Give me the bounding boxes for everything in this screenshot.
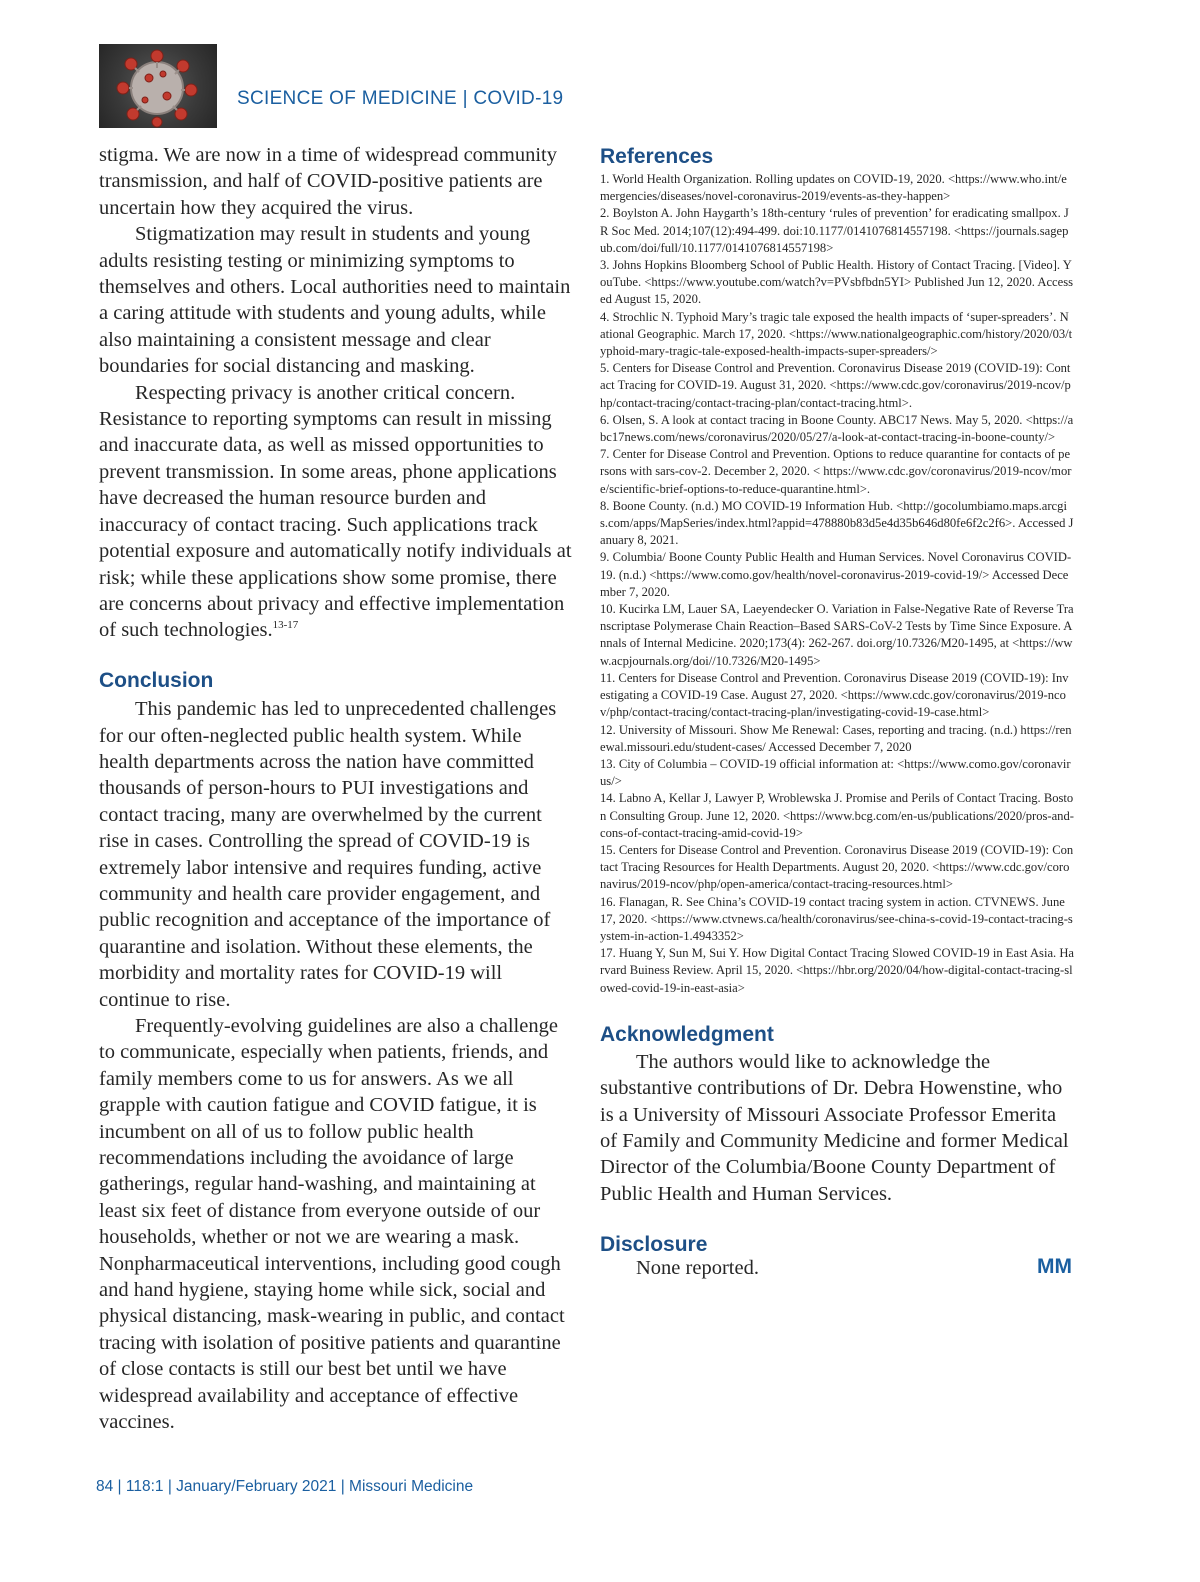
reference-item: 1. World Health Organization. Rolling updates on COVID-19, 2020. <https://www.who.int/emergencies/diseases/novel-coronavirus-2019/events-as-they-happen> (600, 172, 1067, 204)
disclosure-text: None reported. (636, 1257, 759, 1280)
reference-item: 2. Boylston A. John Haygarth’s 18th-century ‘rules of prevention’ for eradicating smallpox. J R Soc Med. 2014;107(12):494-499. doi:10.1177/0141076814557198. <https://journals.sagepub.com/doi/full/10.1177/0141076814557198> (600, 206, 1069, 255)
coronavirus-illustration-icon (99, 44, 217, 128)
reference-item: 4. Strochlic N. Typhoid Mary’s tragic tale exposed the health impacts of ‘super-spreaders’. National Geographic. March 17, 2020. <https://www.nationalgeographic.com/history/2020/03/typhoid-mary-tragic-tale-exposed-health-impacts-super-spreaders/> (600, 309, 1073, 359)
reference-item: 9. Columbia/ Boone County Public Health and Human Services. Novel Coronavirus COVID-19. (n.d.) <https://www.como.gov/health/novel-coronavirus-2019-covid-19/> Accessed December 7, 2020. (600, 550, 1072, 599)
reference-item: 16. Flanagan, R. See China’s COVID-19 contact tracing system in action. CTVNEWS. June 17, 2020. <https://www.ctvnews.ca/health/coronavirus/see-china-s-covid-19-contact-tracing-system-in-action-1.4943352> (600, 894, 1073, 943)
reference-item: 8. Boone County. (n.d.) MO COVID-19 Information Hub. <http://gocolumbiamo.maps.arcgis.com/apps/MapSeries/index.html?appid=478880b83d5e4d35b646d80fe6f2c2f6>. Accessed January 8, 2021. (600, 498, 1074, 548)
reference-item: 7. Center for Disease Control and Prevention. Options to reduce quarantine for contacts of persons with sars-cov-2. December 2, 2020. < https://www.cdc.gov/coronavirus/2019-ncov/more/scientific-brief-options-to-reduce-quarantine.html>. (600, 447, 1072, 496)
disclosure-row (600, 1257, 1074, 1285)
reference-item: 10. Kucirka LM, Lauer SA, Laeyendecker O. Variation in False-Negative Rate of Reverse Transcriptase Polymerase Chain Reaction–Based SARS-CoV-2 Tests by Time Since Exposure. Annals of Internal Medicine. 2020;173(4): 262-267. doi.org/10.7326/M20-1495, at <https://www.acpjournals.org/doi//10.7326/M20-1495> (600, 602, 1074, 668)
body-paragraph-text: Respecting privacy is another critical concern. Resistance to reporting symptoms can result in missing and inaccurate data, as well as missed opportunities to prevent transmission. In some areas, phone applications have decreased the human resource burden and inaccuracy of contact tracing. Such applications track potential exposure and automatically notify individuals at risk; while these applications show some promise, there are concerns about privacy and effective implementation of such technologies. (99, 381, 572, 642)
page-footer: 84 | 118:1 | January/February 2021 | Missouri Medicine (96, 1478, 474, 1495)
body-paragraph (99, 380, 575, 644)
body-paragraph: This pandemic has led to unprecedented challenges for our often-neglected public health system. While health departments across the nation have committed thousands of person-hours to PUI investigations and contact tracing, many are overwhelmed by the current rise in cases. Controlling the spread of COVID-19 is extremely labor intensive and requires funding, active community and health care provider engagement, and public recognition and acceptance of the importance of quarantine and isolation. Without these elements, the morbidity and mortality rates for COVID-19 will continue to rise. (99, 698, 557, 1011)
reference-item: 14. Labno A, Kellar J, Lawyer P, Wroblewska J. Promise and Perils of Contact Tracing. Boston Consulting Group. June 12, 2020. <https://www.bcg.com/en-us/publications/2020/pros-and-cons-of-contact-tracing-amid-covid-19> (600, 791, 1074, 840)
reference-item: 15. Centers for Disease Control and Prevention. Coronavirus Disease 2019 (COVID-19): Contact Tracing Resources for Health Departments. August 20, 2020. <https://www.cdc.gov/coronavirus/2019-ncov/php/open-america/contact-tracing-resources.html> (600, 842, 1074, 892)
citation-superscript: 13-17 (272, 619, 299, 632)
conclusion-heading: Conclusion (99, 668, 214, 692)
left-column (99, 142, 575, 1436)
disclosure-heading: Disclosure (600, 1233, 708, 1257)
reference-item: 13. City of Columbia – COVID-19 official information at: <https://www.como.gov/coronavirus/> (600, 756, 1071, 789)
section-title: SCIENCE OF MEDICINE | COVID-19 (237, 88, 564, 109)
reference-item: 5. Centers for Disease Control and Prevention. Coronavirus Disease 2019 (COVID-19): Contact Tracing for COVID-19. August 31, 2020. <https://www.cdc.gov/coronavirus/2019-ncov/php/contact-tracing/contact-tracing-plan/contact-tracing.html>. (600, 361, 1071, 410)
acknowledgment-heading: Acknowledgment (600, 1022, 774, 1046)
body-paragraph: Stigmatization may result in students and young adults resisting testing or minimizing symptoms to themselves and others. Local authorities need to maintain a caring attitude with students and young adults, while also maintaining a consistent message and clear boundaries for social distancing and masking. (99, 223, 571, 378)
end-mark: MM (1037, 1255, 1072, 1279)
body-paragraph: Frequently-evolving guidelines are also a challenge to communicate, especially when patients, friends, and family members come to us for answers. As we all grapple with caution fatigue and COVID fatigue, it is incumbent on all of us to follow public health recommendations including the avoidance of large gatherings, regular hand-washing, and maintaining at least six feet of distance from everyone outside of our households, whether or not we are wearing a mask. Nonpharmaceutical interventions, including good cough and hand hygiene, staying home while sick, social and physical distancing, mask-wearing in public, and contact tracing with isolation of positive patients and quarantine of close contacts is still our best bet until we have widespread availability and acceptance of effective vaccines. (99, 1015, 565, 1434)
acknowledgment-paragraph: The authors would like to acknowledge the substantive contributions of Dr. Debra Howenstine, who is a University of Missouri Associate Professor Emerita of Family and Community Medicine and former Medical Director of the Columbia/Boone County Department of Public Health and Human Services. (600, 1050, 1069, 1205)
reference-item: 11. Centers for Disease Control and Prevention. Coronavirus Disease 2019 (COVID-19): Investigating a COVID-19 Case. August 27, 2020. <https://www.cdc.gov/coronavirus/2019-ncov/php/contact-tracing/contact-tracing-plan/investigating-covid-19-case.html> (600, 670, 1069, 720)
reference-item: 6. Olsen, S. A look at contact tracing in Boone County. ABC17 News. May 5, 2020. <https://abc17news.com/news/coronavirus/2020/05/27/a-look-at-contact-tracing-in-boone-county/> (600, 412, 1074, 445)
reference-item: 12. University of Missouri. Show Me Renewal: Cases, reporting and tracing. (n.d.) https://renewal.missouri.edu/student-cases/ Accessed December 7, 2020 (600, 722, 1072, 754)
reference-item: 3. Johns Hopkins Bloomberg School of Public Health. History of Contact Tracing. [Video]. YouTube. <https://www.youtube.com/watch?v=PVsbfbdn5YI> Published Jun 12, 2020. Accessed August 15, 2020. (600, 258, 1074, 307)
references-list (600, 171, 1074, 997)
body-paragraph: stigma. We are now in a time of widespread community transmission, and half of COVID-positive patients are uncertain how they acquired the virus. (99, 144, 557, 219)
reference-item: 17. Huang Y, Sun M, Sui Y. How Digital Contact Tracing Slowed COVID-19 in East Asia. Harvard Buiness Review. April 15, 2020. <https://hbr.org/2020/04/how-digital-contact-tracing-slowed-covid-19-in-east-asia> (600, 946, 1075, 995)
right-column (600, 145, 1074, 1285)
references-heading: References (600, 145, 714, 168)
